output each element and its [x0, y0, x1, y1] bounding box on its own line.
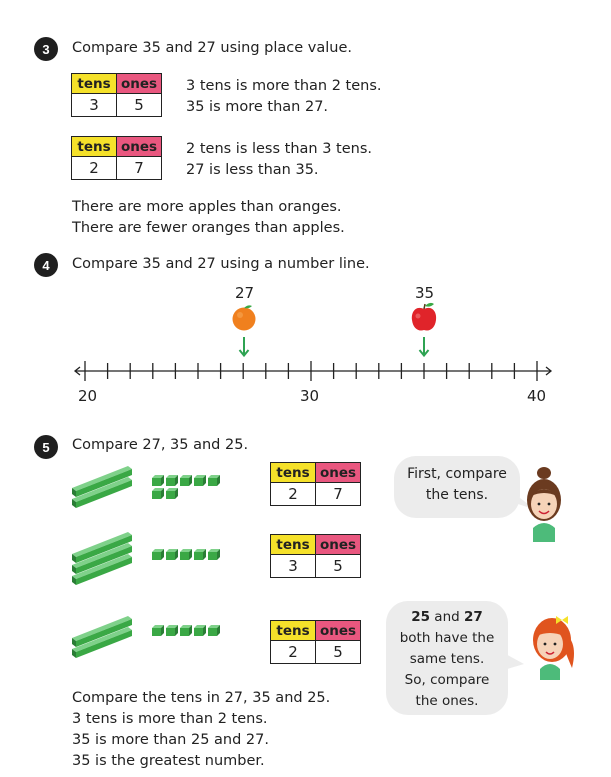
q3-compare-line: 27 is less than 35.	[186, 162, 319, 178]
bubble-line: First, compare	[407, 466, 507, 482]
q3-summary: There are more apples than oranges.	[72, 199, 342, 215]
one-cube	[152, 549, 164, 560]
bubble-line: the tens.	[425, 487, 489, 503]
one-cube	[152, 475, 164, 486]
speech-bubble-first-compare	[394, 456, 520, 518]
orange-value-label: 27	[235, 284, 255, 302]
tens-header: tens	[271, 463, 316, 483]
place-value-table-25	[270, 620, 361, 664]
place-value-table-35	[270, 534, 361, 578]
girl-avatar-brown-hair	[520, 466, 568, 542]
tens-header: tens	[271, 535, 316, 555]
tick-label-20: 20	[78, 387, 98, 405]
question-3-badge: 3	[34, 37, 58, 61]
q3-prompt: Compare 35 and 27 using place value.	[72, 40, 353, 56]
speech-bubble-same-tens	[386, 601, 508, 715]
orange-icon	[233, 305, 256, 330]
question-5-badge: 5	[34, 435, 58, 459]
girl-avatar-orange-hair	[526, 614, 578, 680]
q3-compare-line: 3 tens is more than 2 tens.	[186, 78, 382, 94]
ones-header: ones	[316, 621, 361, 641]
ones-header: ones	[117, 137, 162, 157]
base-ten-blocks-25	[66, 614, 236, 674]
ones-value: 7	[316, 483, 361, 506]
tens-header: tens	[72, 74, 117, 94]
ones-header: ones	[117, 74, 162, 94]
one-cube	[208, 475, 220, 486]
ones-value: 5	[316, 641, 361, 664]
q5-conclusion: 35 is more than 25 and 27.	[72, 732, 269, 748]
bubble-line: the ones.	[415, 693, 479, 709]
q3-compare-line: 35 is more than 27.	[186, 99, 329, 115]
one-cube	[180, 625, 192, 636]
tick-label-40: 40	[527, 387, 547, 405]
one-cube	[208, 549, 220, 560]
q5-conclusion: 35 is the greatest number.	[72, 753, 265, 769]
place-value-table-27	[270, 462, 361, 506]
q3-compare-line: 2 tens is less than 3 tens.	[186, 141, 373, 157]
ones-header: ones	[316, 463, 361, 483]
apple-arrow	[420, 337, 429, 356]
q5-conclusion: 3 tens is more than 2 tens.	[72, 711, 268, 727]
tick-label-30: 30	[300, 387, 320, 405]
number-line-axis	[75, 367, 551, 375]
tens-header: tens	[271, 621, 316, 641]
orange-arrow	[240, 337, 249, 356]
q3-summary: There are fewer oranges than apples.	[72, 220, 345, 236]
base-ten-blocks-27	[66, 464, 236, 524]
bubble-line: 25 and 27	[411, 609, 483, 625]
one-cube	[166, 488, 178, 499]
q4-prompt: Compare 35 and 27 using a number line.	[72, 256, 370, 272]
ones-value: 7	[117, 157, 162, 180]
q5-prompt: Compare 27, 35 and 25.	[72, 437, 249, 453]
place-value-table-27	[71, 136, 162, 180]
one-cube	[194, 549, 206, 560]
one-cube	[166, 625, 178, 636]
apple-value-label: 35	[415, 284, 435, 302]
tens-header: tens	[72, 137, 117, 157]
number-line-ticks	[85, 361, 537, 381]
tens-value: 2	[271, 483, 316, 506]
bubble-line: both have the	[399, 630, 495, 646]
question-4-badge: 4	[34, 253, 58, 277]
bubble-line: So, compare	[404, 672, 490, 688]
q5-conclusion: Compare the tens in 27, 35 and 25.	[72, 690, 331, 706]
one-cube	[166, 475, 178, 486]
tens-value: 2	[72, 157, 117, 180]
tens-value: 3	[271, 555, 316, 578]
one-cube	[194, 625, 206, 636]
bubble-line: same tens.	[409, 651, 485, 667]
number-line	[0, 300, 611, 382]
one-cube	[208, 625, 220, 636]
one-cube	[152, 488, 164, 499]
apple-icon	[412, 303, 436, 331]
ones-header: ones	[316, 535, 361, 555]
ones-value: 5	[316, 555, 361, 578]
bubble-tail	[502, 650, 528, 674]
one-cube	[180, 549, 192, 560]
tens-value: 2	[271, 641, 316, 664]
ones-value: 5	[117, 94, 162, 117]
one-cube	[194, 475, 206, 486]
one-cube	[166, 549, 178, 560]
place-value-table-35	[71, 73, 162, 117]
one-cube	[152, 625, 164, 636]
tens-value: 3	[72, 94, 117, 117]
one-cube	[180, 475, 192, 486]
base-ten-blocks-35	[66, 530, 236, 602]
